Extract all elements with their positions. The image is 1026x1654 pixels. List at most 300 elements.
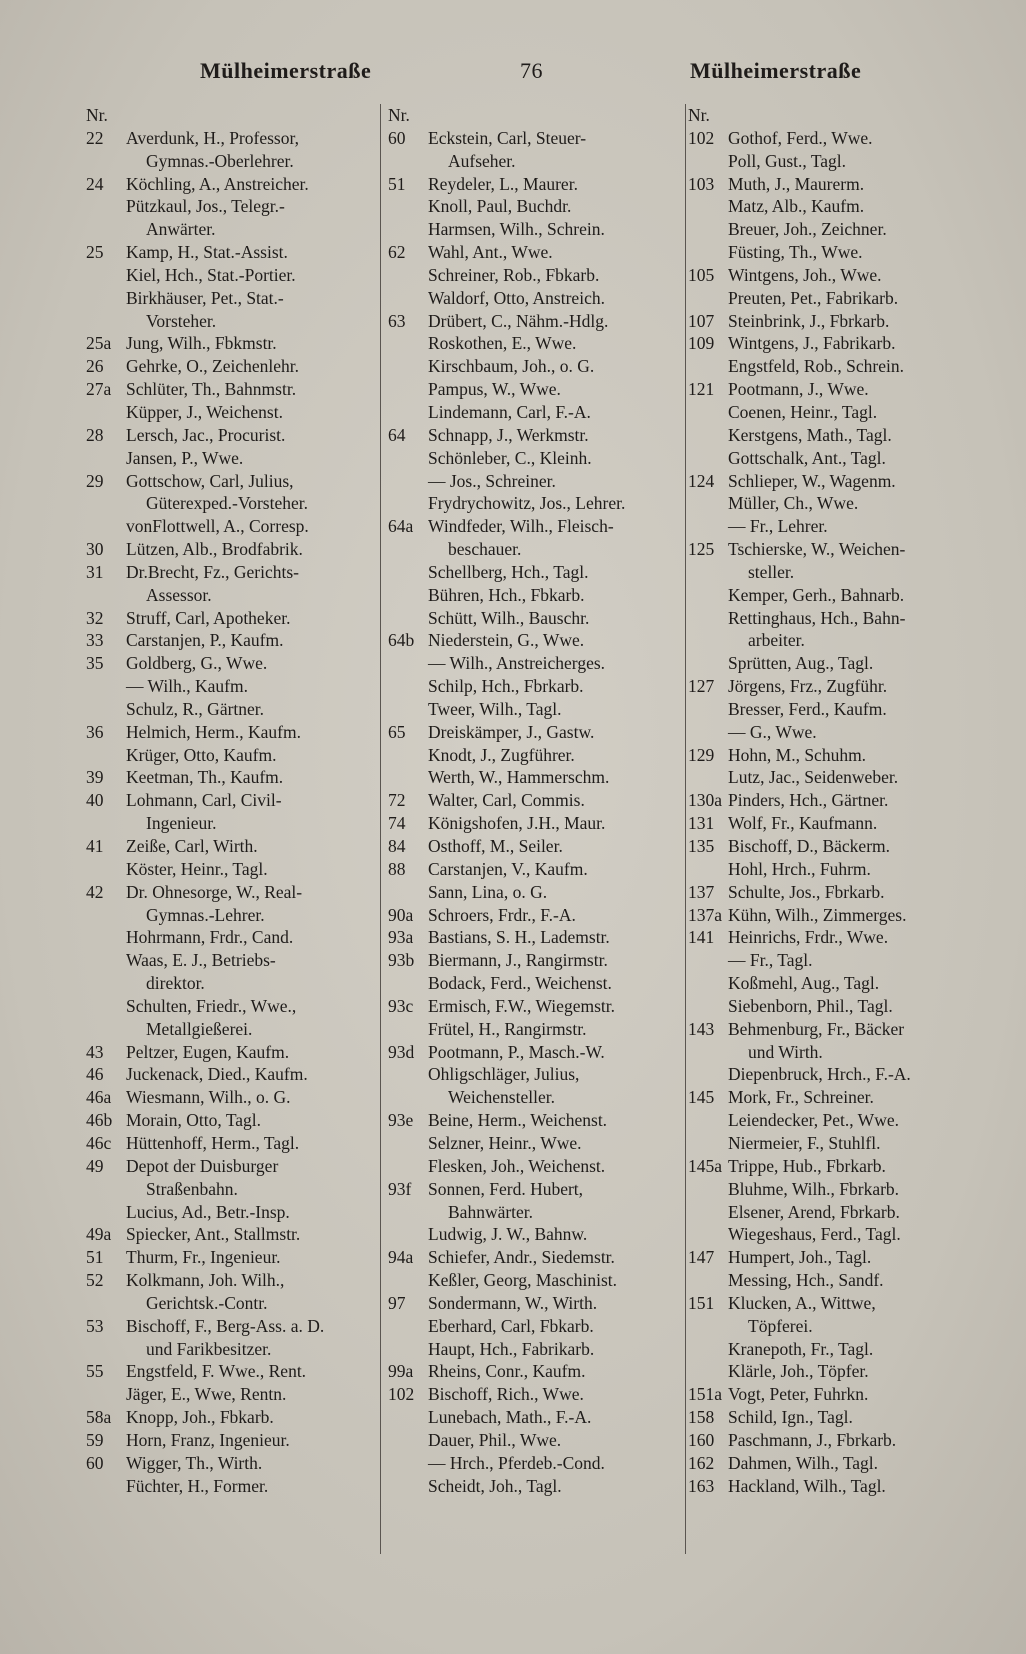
directory-entry: [688, 949, 988, 972]
directory-entry: [86, 195, 386, 241]
directory-entry: [388, 698, 688, 721]
resident-line: Ludwig, J. W., Bahnw.: [428, 1224, 588, 1245]
resident-line: Goldberg, G., Wwe.: [126, 653, 268, 674]
resident-line: Lucius, Ad., Betr.-Insp.: [126, 1201, 290, 1222]
directory-entry: [86, 675, 386, 698]
resident-line: — Hrch., Pferdeb.-Cond.: [428, 1452, 605, 1473]
resident-line: Jäger, E., Wwe, Rentn.: [126, 1384, 287, 1405]
directory-entry: [86, 561, 386, 607]
resident-line: Keetman, Th., Kaufm.: [126, 767, 284, 788]
house-number: 109: [688, 333, 715, 354]
directory-entry: [688, 332, 988, 355]
house-number: 46c: [86, 1132, 112, 1153]
directory-entry: [688, 926, 988, 949]
directory-entry: [86, 652, 386, 675]
directory-entry: [688, 652, 988, 675]
resident-line: Pützkaul, Jos., Telegr.-: [126, 196, 285, 217]
resident-line: Biermann, J., Rangirmstr.: [428, 950, 608, 971]
resident-continuation: arbeiter.: [748, 630, 805, 651]
resident-continuation: Anwärter.: [146, 219, 216, 240]
resident-line: Gehrke, O., Zeichenlehr.: [126, 356, 299, 377]
house-number: 40: [86, 790, 104, 811]
directory-entry: [388, 355, 688, 378]
resident-line: Klucken, A., Wittwe,: [728, 1292, 876, 1313]
resident-line: Walter, Carl, Commis.: [428, 790, 585, 811]
resident-continuation: Assessor.: [146, 584, 212, 605]
directory-entry: [688, 1246, 988, 1269]
resident-line: Reydeler, L., Maurer.: [428, 173, 578, 194]
directory-entry: [86, 127, 386, 173]
directory-entry: [688, 127, 988, 150]
resident-continuation: Gymnas.-Lehrer.: [146, 904, 265, 925]
directory-entry: [86, 1383, 386, 1406]
directory-entry: [388, 1269, 688, 1292]
resident-line: Bischoff, Rich., Wwe.: [428, 1384, 584, 1405]
directory-entry: [688, 881, 988, 904]
resident-continuation: beschauer.: [448, 539, 522, 560]
resident-line: Waldorf, Otto, Anstreich.: [428, 287, 605, 308]
house-number: 39: [86, 767, 104, 788]
resident-line: — Fr., Lehrer.: [728, 516, 828, 537]
resident-continuation: Gymnas.-Oberlehrer.: [146, 150, 294, 171]
resident-line: Schnapp, J., Werkmstr.: [428, 424, 589, 445]
house-number: 129: [688, 744, 715, 765]
resident-line: — Jos., Schreiner.: [428, 470, 556, 491]
directory-entry: [688, 1429, 988, 1452]
directory-entry: [688, 173, 988, 196]
resident-line: Jansen, P., Wwe.: [126, 447, 244, 468]
house-number: 64: [388, 424, 406, 445]
house-number: 102: [688, 127, 715, 148]
column-heading: Nr.: [388, 105, 410, 125]
directory-entry: [86, 949, 386, 995]
resident-line: Pootmann, J., Wwe.: [728, 379, 869, 400]
directory-entry: [86, 858, 386, 881]
resident-line: Morain, Otto, Tagl.: [126, 1110, 262, 1131]
directory-column-3: [688, 104, 988, 1497]
directory-entry: [388, 127, 688, 173]
house-number: 49a: [86, 1224, 112, 1245]
directory-entry: [388, 835, 688, 858]
directory-entry: [86, 173, 386, 196]
directory-entry: [86, 789, 386, 835]
resident-line: Schütt, Wilh., Bauschr.: [428, 607, 590, 628]
resident-line: Kühn, Wilh., Zimmerges.: [728, 904, 907, 925]
directory-entry: [688, 1063, 988, 1086]
resident-line: Coenen, Heinr., Tagl.: [728, 401, 878, 422]
resident-line: Wiegeshaus, Ferd., Tagl.: [728, 1224, 901, 1245]
directory-entry: [388, 629, 688, 652]
directory-entry: [688, 1178, 988, 1201]
resident-line: Sonnen, Ferd. Hubert,: [428, 1178, 584, 1199]
resident-line: — G., Wwe.: [728, 721, 817, 742]
house-number: 93e: [388, 1110, 414, 1131]
resident-line: Bodack, Ferd., Weichenst.: [428, 973, 612, 994]
house-number: 35: [86, 653, 104, 674]
directory-entry: [86, 1223, 386, 1246]
house-number: 42: [86, 881, 104, 902]
directory-entry: [688, 972, 988, 995]
resident-line: Pootmann, P., Masch.-W.: [428, 1041, 605, 1062]
resident-line: Heinrichs, Frdr., Wwe.: [728, 927, 889, 948]
resident-line: Knodt, J., Zugführer.: [428, 744, 575, 765]
resident-line: Pinders, Hch., Gärtner.: [728, 790, 889, 811]
house-number: 137: [688, 881, 715, 902]
resident-line: Küpper, J., Weichenst.: [126, 401, 283, 422]
resident-line: Kemper, Gerh., Bahnarb.: [728, 584, 905, 605]
directory-entry: [388, 1406, 688, 1429]
resident-line: Humpert, Joh., Tagl.: [728, 1247, 872, 1268]
resident-line: Hohl, Hrch., Fuhrm.: [728, 858, 871, 879]
resident-continuation: Töpferei.: [748, 1315, 813, 1336]
running-head-right: Mülheimerstraße: [690, 58, 862, 83]
resident-line: Dahmen, Wilh., Tagl.: [728, 1452, 879, 1473]
directory-entry: [388, 447, 688, 470]
resident-line: Bastians, S. H., Lademstr.: [428, 927, 610, 948]
house-number: 145a: [688, 1155, 723, 1176]
resident-line: Niermeier, F., Stuhlfl.: [728, 1132, 881, 1153]
resident-line: Engstfeld, Rob., Schrein.: [728, 356, 904, 377]
directory-entry: [388, 721, 688, 744]
resident-line: Werth, W., Hammerschm.: [428, 767, 610, 788]
directory-entry: [388, 949, 688, 972]
resident-line: Wiesmann, Wilh., o. G.: [126, 1087, 291, 1108]
resident-line: Diepenbruck, Hrch., F.-A.: [728, 1064, 911, 1085]
resident-line: Sondermann, W., Wirth.: [428, 1292, 598, 1313]
directory-entry: [688, 1269, 988, 1292]
directory-entry: [388, 1292, 688, 1315]
directory-entry: [86, 995, 386, 1041]
house-number: 93b: [388, 950, 415, 971]
directory-entry: [388, 744, 688, 767]
directory-entry: [388, 173, 688, 196]
resident-line: Beine, Herm., Weichenst.: [428, 1110, 608, 1131]
directory-entry: [688, 1155, 988, 1178]
resident-line: Drübert, C., Nähm.-Hdlg.: [428, 310, 609, 331]
running-head-left: Mülheimerstraße: [200, 58, 372, 83]
resident-line: Matz, Alb., Kaufm.: [728, 196, 865, 217]
resident-line: Knopp, Joh., Fbkarb.: [126, 1407, 274, 1428]
directory-entry: [86, 1086, 386, 1109]
resident-line: Schreiner, Rob., Fbkarb.: [428, 264, 600, 285]
directory-entry: [388, 515, 688, 561]
house-number: 72: [388, 790, 406, 811]
resident-line: Selzner, Heinr., Wwe.: [428, 1132, 582, 1153]
house-number: 49: [86, 1155, 104, 1176]
house-number: 163: [688, 1475, 715, 1496]
resident-line: Gottschow, Carl, Julius,: [126, 470, 294, 491]
directory-entry: [388, 470, 688, 493]
resident-line: vonFlottwell, A., Corresp.: [126, 516, 309, 537]
house-number: 151: [688, 1292, 715, 1313]
directory-entry: [86, 766, 386, 789]
house-number: 127: [688, 676, 715, 697]
directory-entry: [86, 264, 386, 287]
resident-line: Füsting, Th., Wwe.: [728, 242, 863, 263]
directory-entry: [86, 424, 386, 447]
directory-entry: [688, 1109, 988, 1132]
directory-entry: [388, 1315, 688, 1338]
directory-entry: [688, 1360, 988, 1383]
resident-line: Rettinghaus, Hch., Bahn-: [728, 607, 906, 628]
resident-line: Königshofen, J.H., Maur.: [428, 813, 606, 834]
resident-line: Schlieper, W., Wagenm.: [728, 470, 896, 491]
directory-entry: [688, 835, 988, 858]
resident-line: Schulz, R., Gärtner.: [126, 698, 265, 719]
directory-entry: [388, 1246, 688, 1269]
directory-entry: [86, 1475, 386, 1498]
directory-entry: [688, 1338, 988, 1361]
house-number: 130a: [688, 790, 723, 811]
directory-entry: [86, 881, 386, 927]
directory-entry: [388, 1018, 688, 1041]
house-number: 84: [388, 836, 406, 856]
resident-continuation: Bahnwärter.: [448, 1201, 534, 1222]
resident-line: Lutz, Jac., Seidenweber.: [728, 767, 899, 788]
resident-line: Niederstein, G., Wwe.: [428, 630, 585, 651]
directory-entry: [688, 1018, 988, 1064]
house-number: 64b: [388, 630, 415, 651]
resident-line: Sann, Lina, o. G.: [428, 881, 548, 902]
resident-line: Jung, Wilh., Fbkmstr.: [126, 333, 277, 354]
resident-line: Carstanjen, V., Kaufm.: [428, 858, 588, 879]
directory-entry: [388, 858, 688, 881]
directory-entry: [388, 904, 688, 927]
resident-line: Elsener, Arend, Fbrkarb.: [728, 1201, 900, 1222]
house-number: 90a: [388, 904, 414, 925]
column-heading: Nr.: [86, 105, 108, 125]
resident-line: Roskothen, E., Wwe.: [428, 333, 577, 354]
directory-entry: [86, 926, 386, 949]
house-number: 124: [688, 470, 715, 491]
directory-entry: [388, 241, 688, 264]
resident-line: Bischoff, F., Berg-Ass. a. D.: [126, 1315, 325, 1336]
directory-entry: [688, 378, 988, 401]
directory-entry: [388, 766, 688, 789]
directory-entry: [388, 1338, 688, 1361]
resident-line: Juckenack, Died., Kaufm.: [126, 1064, 308, 1085]
house-number: 41: [86, 836, 104, 856]
resident-line: — Wilh., Kaufm.: [126, 676, 248, 697]
resident-line: Dr. Ohnesorge, W., Real-: [126, 881, 303, 902]
resident-line: Schild, Ign., Tagl.: [728, 1407, 853, 1428]
resident-line: Kiel, Hch., Stat.-Portier.: [126, 264, 296, 285]
directory-entry: [688, 789, 988, 812]
directory-entry: [86, 744, 386, 767]
directory-entry: [86, 1429, 386, 1452]
house-number: 52: [86, 1270, 104, 1291]
resident-line: Hohrmann, Frdr., Cand.: [126, 927, 294, 948]
directory-entry: [388, 607, 688, 630]
directory-entry: [388, 1132, 688, 1155]
resident-line: Gothof, Ferd., Wwe.: [728, 127, 873, 148]
resident-line: Preuten, Pet., Fabrikarb.: [728, 287, 899, 308]
directory-entry: [86, 1452, 386, 1475]
resident-line: Osthoff, M., Seiler.: [428, 836, 563, 856]
resident-line: Krüger, Otto, Kaufm.: [126, 744, 277, 765]
directory-entry: [86, 1132, 386, 1155]
resident-line: Messing, Hch., Sandf.: [728, 1270, 884, 1291]
resident-line: Müller, Ch., Wwe.: [728, 493, 859, 514]
house-number: 51: [86, 1247, 104, 1268]
resident-continuation: direktor.: [146, 973, 205, 994]
resident-line: Bresser, Ferd., Kaufm.: [728, 698, 887, 719]
directory-entry: [388, 1475, 688, 1498]
directory-entry: [388, 675, 688, 698]
directory-entry: [86, 355, 386, 378]
house-number: 74: [388, 813, 406, 834]
directory-entry: [688, 287, 988, 310]
resident-line: Ermisch, F.W., Wiegemstr.: [428, 995, 615, 1016]
resident-line: Hüttenhoff, Herm., Tagl.: [126, 1132, 300, 1153]
directory-entry: [688, 150, 988, 173]
resident-line: Dr.Brecht, Fz., Gerichts-: [126, 561, 300, 582]
resident-continuation: Vorsteher.: [146, 310, 217, 331]
directory-entry: [86, 1041, 386, 1064]
resident-continuation: Aufseher.: [448, 150, 516, 171]
house-number: 58a: [86, 1407, 112, 1428]
resident-line: Eckstein, Carl, Steuer-: [428, 127, 587, 148]
resident-line: Haupt, Hch., Fabrikarb.: [428, 1338, 595, 1359]
directory-entry: [388, 378, 688, 401]
house-number: 105: [688, 264, 715, 285]
house-number: 63: [388, 310, 406, 331]
house-number: 151a: [688, 1384, 723, 1405]
directory-entry: [688, 766, 988, 789]
page-number: 76: [520, 58, 543, 83]
directory-entry: [86, 1406, 386, 1429]
resident-line: Schulte, Jos., Fbrkarb.: [728, 881, 885, 902]
directory-entry: [86, 470, 386, 516]
resident-line: Harmsen, Wilh., Schrein.: [428, 219, 605, 240]
directory-entry: [688, 538, 988, 584]
resident-line: Steinbrink, J., Fbrkarb.: [728, 310, 890, 331]
resident-line: Gottschalk, Ant., Tagl.: [728, 447, 886, 468]
house-number: 24: [86, 173, 104, 194]
resident-line: Dreiskämper, J., Gastw.: [428, 721, 595, 742]
resident-continuation: und Wirth.: [748, 1041, 823, 1062]
directory-entry: [86, 332, 386, 355]
resident-line: Kranepoth, Fr., Tagl.: [728, 1338, 874, 1359]
directory-entry: [688, 515, 988, 538]
house-number: 25a: [86, 333, 112, 354]
resident-line: Zeiße, Carl, Wirth.: [126, 836, 258, 856]
directory-entry: [688, 904, 988, 927]
directory-entry: [86, 401, 386, 424]
directory-entry: [86, 607, 386, 630]
house-number: 93a: [388, 927, 414, 948]
directory-entry: [86, 538, 386, 561]
house-number: 103: [688, 173, 715, 194]
house-number: 141: [688, 927, 715, 948]
directory-entry: [388, 1109, 688, 1132]
house-number: 46: [86, 1064, 104, 1085]
resident-continuation: Metallgießerei.: [146, 1018, 253, 1039]
resident-line: Jörgens, Frz., Zugführ.: [728, 676, 888, 697]
resident-line: Behmenburg, Fr., Bäcker: [728, 1018, 905, 1039]
house-number: 107: [688, 310, 715, 331]
directory-entry: [388, 401, 688, 424]
directory-entry: [86, 287, 386, 333]
house-number: 33: [86, 630, 104, 651]
directory-entry: [388, 995, 688, 1018]
resident-line: Breuer, Joh., Zeichner.: [728, 219, 887, 240]
directory-entry: [688, 264, 988, 287]
resident-line: Kamp, H., Stat.-Assist.: [126, 242, 288, 263]
resident-line: Schönleber, C., Kleinh.: [428, 447, 592, 468]
resident-line: Hohn, M., Schuhm.: [728, 744, 867, 765]
house-number: 29: [86, 470, 104, 491]
directory-entry: [688, 744, 988, 767]
directory-entry: [688, 1223, 988, 1246]
house-number: 99a: [388, 1361, 414, 1382]
directory-entry: [388, 652, 688, 675]
resident-line: Muth, J., Maurerm.: [728, 173, 865, 194]
resident-line: Ohligschläger, Julius,: [428, 1064, 580, 1085]
directory-entry: [388, 1178, 688, 1224]
resident-line: Klärle, Joh., Töpfer.: [728, 1361, 869, 1382]
house-number: 36: [86, 721, 104, 742]
resident-line: Horn, Franz, Ingenieur.: [126, 1429, 290, 1450]
resident-line: Wolf, Fr., Kaufmann.: [728, 813, 878, 834]
directory-entry: [86, 698, 386, 721]
house-number: 94a: [388, 1247, 414, 1268]
resident-line: Engstfeld, F. Wwe., Rent.: [126, 1361, 307, 1382]
directory-entry: [86, 1269, 386, 1315]
resident-line: Lützen, Alb., Brodfabrik.: [126, 539, 303, 560]
resident-line: Frydrychowitz, Jos., Lehrer.: [428, 493, 626, 514]
directory-entry: [388, 1155, 688, 1178]
directory-entry: [688, 1406, 988, 1429]
resident-line: Spiecker, Ant., Stallmstr.: [126, 1224, 301, 1245]
resident-line: Dauer, Phil., Wwe.: [428, 1429, 562, 1450]
directory-column-2: [388, 104, 688, 1497]
resident-line: Schulten, Friedr., Wwe.,: [126, 995, 297, 1016]
house-number: 162: [688, 1452, 715, 1473]
house-number: 43: [86, 1041, 104, 1062]
house-number: 27a: [86, 379, 112, 400]
directory-entry: [388, 287, 688, 310]
directory-entry: [688, 995, 988, 1018]
resident-line: Wintgens, J., Fabrikarb.: [728, 333, 896, 354]
directory-entry: [86, 629, 386, 652]
house-number: 102: [388, 1384, 415, 1405]
directory-entry: [388, 1041, 688, 1064]
directory-entry: [388, 195, 688, 218]
house-number: 46b: [86, 1110, 113, 1131]
house-number: 55: [86, 1361, 104, 1382]
house-number: 60: [388, 127, 406, 148]
directory-entry: [688, 1132, 988, 1155]
house-number: 51: [388, 173, 406, 194]
resident-continuation: und Farikbesitzer.: [146, 1338, 272, 1359]
directory-entry: [388, 218, 688, 241]
resident-line: Thurm, Fr., Ingenieur.: [126, 1247, 281, 1268]
resident-line: Koßmehl, Aug., Tagl.: [728, 973, 880, 994]
resident-line: Lersch, Jac., Procurist.: [126, 424, 286, 445]
house-number: 65: [388, 721, 406, 742]
resident-line: Wigger, Th., Wirth.: [126, 1452, 263, 1473]
house-number: 59: [86, 1429, 104, 1450]
resident-line: Bühren, Hch., Fbkarb.: [428, 584, 585, 605]
column-heading: Nr.: [688, 105, 710, 125]
house-number: 158: [688, 1407, 715, 1428]
directory-entry: [688, 1292, 988, 1338]
directory-entry: [388, 424, 688, 447]
resident-continuation: Weichensteller.: [448, 1087, 555, 1108]
resident-line: Windfeder, Wilh., Fleisch-: [428, 516, 614, 537]
directory-entry: [688, 1383, 988, 1406]
